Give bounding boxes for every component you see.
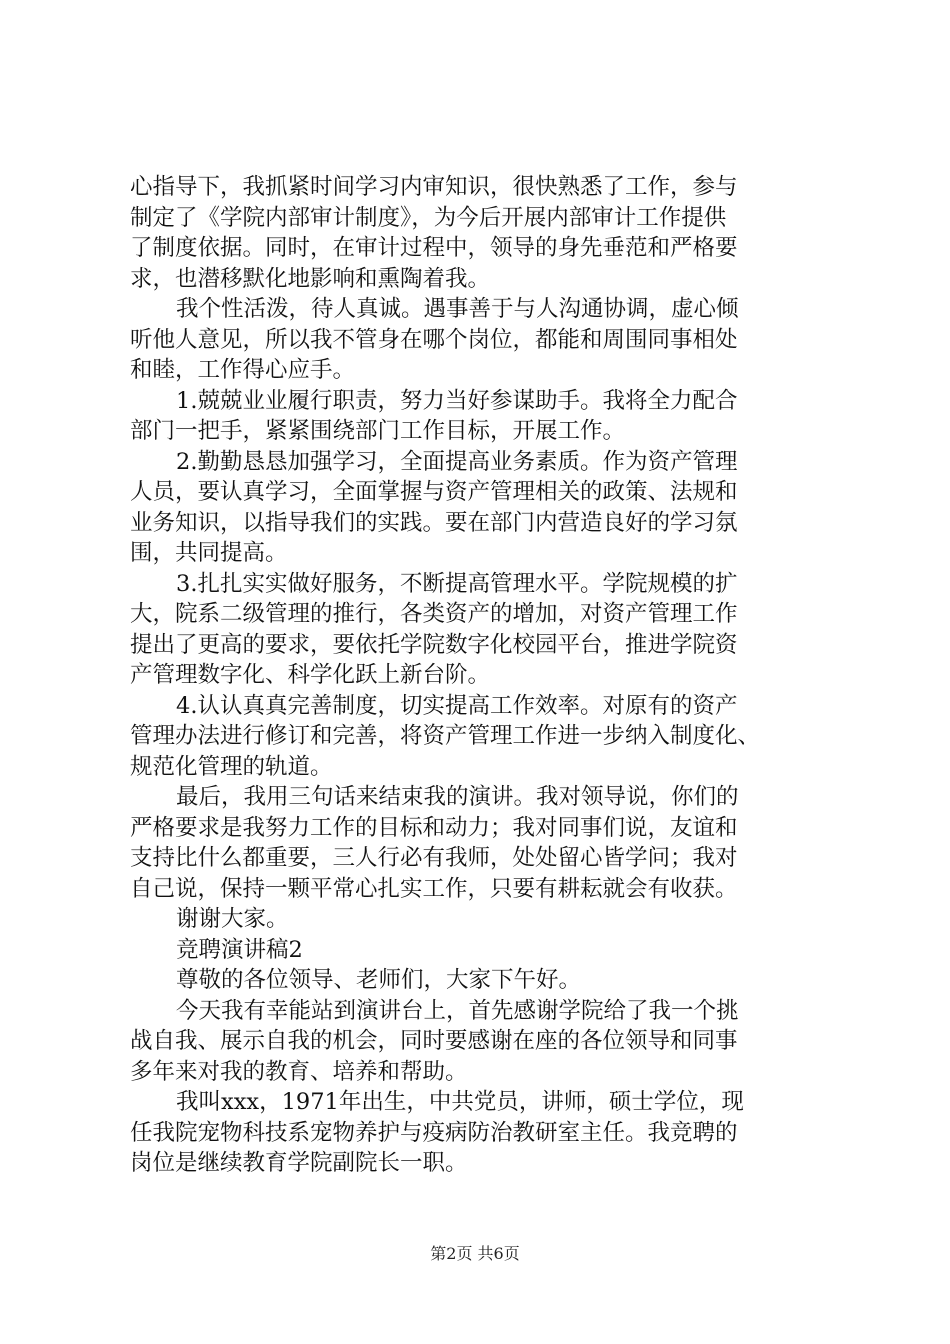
- text-line: 业务知识，以指导我们的实践。要在部门内营造良好的学习氛: [130, 509, 738, 536]
- text-line: 围，共同提高。: [130, 540, 288, 566]
- text-line: 战自我、展示自我的机会，同时要感谢在座的各位领导和同事: [130, 1028, 738, 1054]
- page-footer: 第2页 共6页: [430, 1244, 520, 1263]
- text-line: 我叫xxx，1971年出生，中共党员，讲师，硕士学位，现: [176, 1089, 744, 1115]
- text-line: 2.勤勤恳恳加强学习，全面提高业务素质。作为资产管理: [176, 448, 738, 475]
- text-line: 岗位是继续教育学院副院长一职。: [130, 1150, 468, 1176]
- text-line: 和睦，工作得心应手。: [130, 357, 356, 383]
- text-line: 人员，要认真学习，全面掌握与资产管理相关的政策、法规和: [130, 479, 738, 505]
- text-line: 产管理数字化、科学化跃上新台阶。: [130, 662, 491, 688]
- text-line: 支持比什么都重要，三人行必有我师，处处留心皆学问；我对: [130, 845, 738, 871]
- text-line: 任我院宠物科技系宠物养护与疫病防治教研室主任。我竞聘的: [130, 1119, 738, 1146]
- text-line: 尊敬的各位领导、老师们，大家下午好。: [176, 967, 582, 993]
- text-line: 1.兢兢业业履行职责，努力当好参谋助手。我将全力配合: [176, 387, 738, 414]
- text-line: 部门一把手，紧紧围绕部门工作目标，开展工作。: [130, 418, 626, 444]
- text-line: 规范化管理的轨道。: [130, 753, 333, 780]
- document-body: [130, 172, 830, 1179]
- text-line: 谢谢大家。: [176, 906, 289, 932]
- text-line: 今天我有幸能站到演讲台上，首先感谢学院给了我一个挑: [176, 997, 739, 1024]
- text-line: 大，院系二级管理的推行，各类资产的增加，对资产管理工作: [130, 601, 738, 627]
- text-line: 了制度依据。同时，在审计过程中，领导的身先垂范和严格要: [130, 235, 738, 261]
- text-line: 竞聘演讲稿2: [176, 936, 303, 963]
- text-line: 3.扎扎实实做好服务，不断提高管理水平。学院规模的扩: [176, 570, 738, 597]
- text-line: 自己说，保持一颗平常心扎实工作，只要有耕耘就会有收获。: [130, 875, 738, 902]
- text-line: 4.认认真真完善制度，切实提高工作效率。对原有的资产: [176, 692, 738, 719]
- text-line: 心指导下，我抓紧时间学习内审知识，很快熟悉了工作，参与: [130, 174, 738, 200]
- text-line: 提出了更高的要求，要依托学院数字化校园平台，推进学院资: [130, 631, 738, 658]
- text-line: 求，也潜移默化地影响和熏陶着我。: [130, 265, 491, 292]
- text-line: 听他人意见，所以我不管身在哪个岗位，都能和周围同事相处: [130, 326, 738, 353]
- text-line: 多年来对我的教育、培养和帮助。: [130, 1058, 468, 1085]
- text-line: 严格要求是我努力工作的目标和动力；我对同事们说，友谊和: [130, 814, 738, 841]
- text-line: 制定了《学院内部审计制度》，为今后开展内部审计工作提供: [130, 204, 727, 231]
- text-line: 最后，我用三句话来结束我的演讲。我对领导说，你们的: [176, 784, 739, 810]
- text-line: 管理办法进行修订和完善，将资产管理工作进一步纳入制度化、: [130, 723, 761, 749]
- text-line: 我个性活泼，待人真诚。遇事善于与人沟通协调，虚心倾: [176, 296, 739, 322]
